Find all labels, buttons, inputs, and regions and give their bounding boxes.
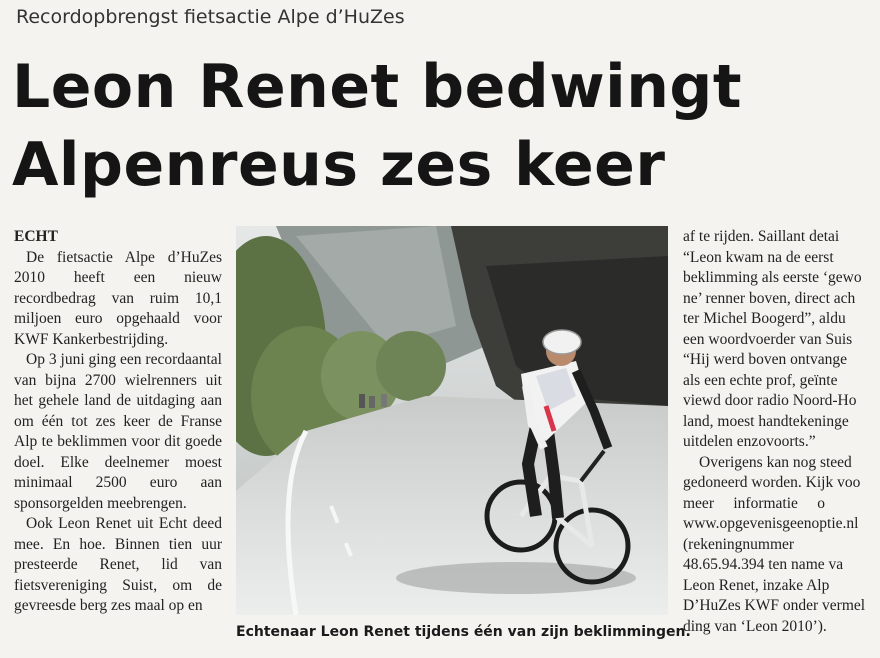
right-line: beklimming als eerste ‘gewo xyxy=(683,269,862,286)
right-line: gedoneerd worden. Kijk voo xyxy=(683,474,861,491)
article-column-right xyxy=(683,227,880,637)
article-kicker: Recordopbrengst fietsactie Alpe d’HuZes xyxy=(16,6,405,28)
right-line: www.opgevenisgeenoptie.nl xyxy=(683,515,859,532)
right-line: een woordvoerder van Suis xyxy=(683,330,853,348)
right-line: land, moest handtekeninge xyxy=(683,412,849,430)
paragraph-2: Op 3 juni ging een recordaantal van bijna 2700 wielrenners uit het gehele land de uitdaging aan om één tot zes keer de Franse Alp te beklimmen voor dit goede doel. Elke deelnemer moest minimaal 2500 euro aan sponsorgelden meebrengen. xyxy=(14,351,222,512)
article-photo xyxy=(236,226,668,615)
right-line: “Hij werd boven ontvange xyxy=(683,351,847,368)
right-line: (rekeningnummer xyxy=(683,535,795,553)
right-line: ne’ renner boven, direct ach xyxy=(683,289,856,307)
paragraph-3: Ook Leon Renet uit Echt deed mee. En hoe. Binnen tien uur presteerde Renet, lid van fietsvereniging Suist, om de gevreesde berg zes maal op en xyxy=(14,515,222,614)
headline-line-2: Alpenreus zes keer xyxy=(12,130,666,200)
right-line: als een echte prof, geïnte xyxy=(683,371,838,389)
dateline: ECHT xyxy=(14,228,58,245)
right-line: Overigens kan nog steed xyxy=(699,453,852,471)
headline-line-1: Leon Renet bedwingt xyxy=(12,52,743,122)
right-line: 48.65.94.394 ten name va xyxy=(683,556,844,573)
cyclist-photo-illustration xyxy=(236,226,668,615)
right-line: viewd door radio Noord-Ho xyxy=(683,392,857,409)
right-line: ding van ‘Leon 2010’). xyxy=(683,617,827,635)
right-line: Leon Renet, inzake Alp xyxy=(683,576,830,594)
right-line: uitdelen enzovoorts.” xyxy=(683,433,816,450)
photo-caption: Echtenaar Leon Renet tijdens één van zijn beklimmingen. xyxy=(236,624,691,640)
right-line: “Leon kwam na de eerst xyxy=(683,248,834,266)
right-line: ter Michel Boogerd”, aldu xyxy=(683,310,846,327)
right-line: af te rijden. Saillant detai xyxy=(683,228,840,245)
article-column-left xyxy=(14,227,222,617)
right-line: D’HuZes KWF onder vermel xyxy=(683,597,866,614)
paragraph-1: De fietsactie Alpe d’HuZes 2010 heeft een nieuw recordbedrag van ruim 10,1 miljoen euro opgehaald voor KWF Kankerbestrijding. xyxy=(14,248,222,348)
right-line: meer informatie o xyxy=(683,494,826,512)
article-headline xyxy=(12,48,742,204)
